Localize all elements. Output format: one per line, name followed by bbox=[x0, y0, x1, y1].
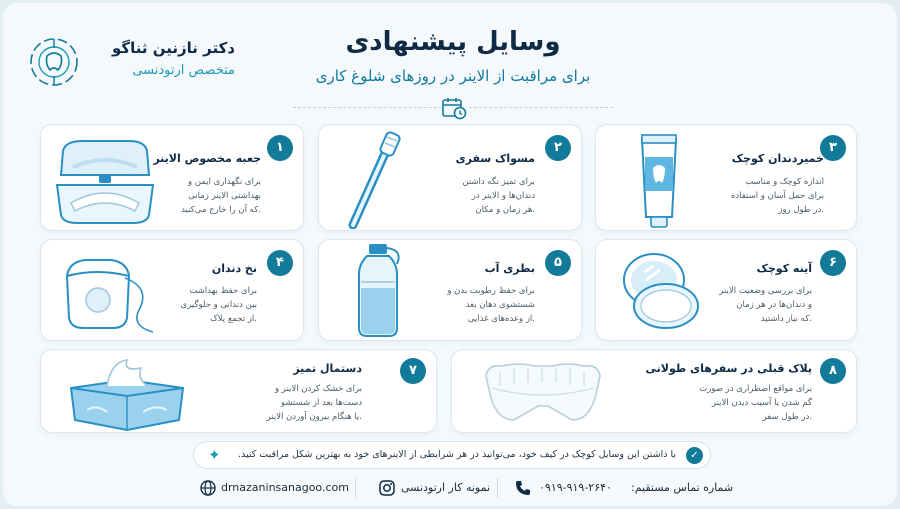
floss-icon bbox=[61, 248, 161, 336]
item-number: ۲ bbox=[545, 135, 571, 161]
item-number: ۶ bbox=[820, 250, 846, 276]
sparkle-icon: ✦ bbox=[208, 446, 221, 464]
item-card-8 bbox=[451, 349, 857, 433]
item-card-1 bbox=[40, 124, 304, 231]
item-description: برای تمیز نگه داشتن دندان‌ها و الاینر در هر زمان و مکان. bbox=[462, 177, 535, 215]
item-title: دستمال تمیز bbox=[293, 362, 362, 375]
item-card-7 bbox=[40, 349, 437, 433]
contact-separator bbox=[497, 478, 498, 498]
item-number: ۵ bbox=[545, 250, 571, 276]
aligner-case-icon bbox=[53, 137, 157, 227]
clinic-logo-icon bbox=[28, 36, 80, 88]
phone-icon bbox=[515, 480, 531, 496]
check-icon: ✓ bbox=[686, 447, 703, 464]
item-title: بطری آب bbox=[484, 262, 535, 275]
item-description: برای مواقع اضطراری در صورت گم شدن یا آسیب دیدن الاینر در طول سفر. bbox=[699, 384, 812, 422]
item-card-4 bbox=[40, 239, 304, 341]
mirror-icon bbox=[614, 246, 714, 336]
page-subtitle: برای مراقبت از الاینر در روزهای شلوغ کاری bbox=[315, 67, 591, 85]
item-number: ۷ bbox=[400, 358, 426, 384]
tissue-box-icon bbox=[67, 354, 187, 432]
item-title: مسواک سفری bbox=[455, 152, 535, 165]
item-title: جعبه مخصوص الاینر bbox=[153, 152, 261, 165]
item-number: ۸ bbox=[820, 358, 846, 384]
item-number: ۱ bbox=[267, 135, 293, 161]
infographic-page bbox=[3, 3, 897, 506]
tip-text: با داشتن این وسایل کوچک در کیف خود، می‌توانید در هر شرایطی از الاینرهای خود به بهترین شکل مراقبت کنید. bbox=[237, 449, 676, 460]
item-title: پلاک قبلی در سفرهای طولانی bbox=[645, 362, 812, 375]
item-title: نخ دندان bbox=[211, 262, 257, 275]
item-card-6 bbox=[595, 239, 857, 341]
item-description: برای نگهداری ایمن و بهداشتی الاینر زمانی که آن را خارج می‌کنید. bbox=[181, 177, 261, 215]
item-description: برای حفظ رطوبت بدن و شستشوی دهان بعد از وعده‌های غذایی. bbox=[447, 286, 535, 324]
item-title: خمیردندان کوچک bbox=[731, 152, 824, 165]
calendar-clock-icon bbox=[441, 96, 467, 120]
toothpaste-icon bbox=[638, 133, 680, 229]
item-number: ۴ bbox=[267, 250, 293, 276]
doctor-role: متخصص ارتودنسی bbox=[132, 63, 235, 78]
tip-banner bbox=[193, 441, 711, 469]
page-title: وسایل پیشنهادی bbox=[345, 27, 561, 57]
doctor-name: دکتر نازنین ثناگو bbox=[112, 39, 235, 57]
contact-separator bbox=[355, 478, 356, 498]
item-description: اندازه کوچک و مناسب برای حمل آسان و استفاده در طول روز. bbox=[730, 177, 824, 215]
item-card-3 bbox=[595, 124, 857, 231]
item-description: برای بررسی وضعیت الاینر و دندان‌ها در هر زمان که نیاز داشتید. bbox=[719, 286, 812, 324]
toothbrush-icon bbox=[339, 131, 409, 229]
item-title: آینه کوچک bbox=[756, 262, 812, 275]
phone-number[interactable]: ۰۹۱۹-۹۱۹-۲۶۴۰ bbox=[539, 481, 612, 494]
item-number: ۳ bbox=[820, 135, 846, 161]
item-description: برای خشک کردن الاینر و دست‌ها بعد از شستشو یا هنگام بیرون آوردن الاینر. bbox=[266, 384, 362, 422]
globe-icon bbox=[200, 480, 216, 496]
brand-block bbox=[95, 39, 235, 78]
item-card-2 bbox=[318, 124, 582, 231]
water-bottle-icon bbox=[353, 242, 409, 338]
item-description: برای حفظ بهداشت بین دندانی و جلوگیری از تجمع پلاک. bbox=[180, 286, 257, 324]
instagram-link[interactable]: نمونه کار ارتودنسی bbox=[401, 481, 491, 494]
spare-aligner-icon bbox=[478, 358, 608, 428]
instagram-icon bbox=[379, 480, 395, 496]
website-link[interactable]: drnazaninsanagoo.com bbox=[221, 481, 349, 494]
phone-label: شماره تماس مستقیم: bbox=[631, 481, 734, 494]
item-card-5 bbox=[318, 239, 582, 341]
